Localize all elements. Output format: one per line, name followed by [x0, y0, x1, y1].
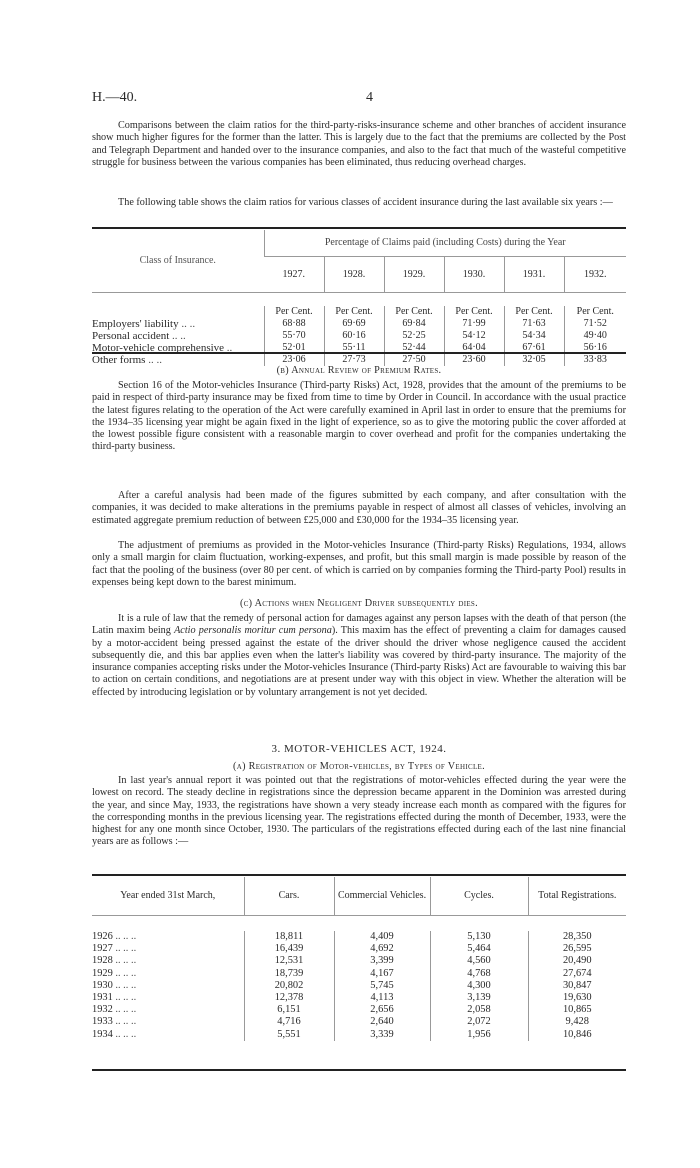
cars-cell: 6,151	[244, 1004, 334, 1016]
commercial-cell: 4,113	[334, 992, 430, 1004]
unit-label: Per Cent.	[564, 306, 626, 318]
cycles-cell: 2,072	[430, 1016, 528, 1028]
leader-dots: .. .. ..	[115, 943, 137, 955]
cycles-cell: 4,560	[430, 955, 528, 967]
unit-label: Per Cent.	[264, 306, 324, 318]
table-row	[92, 992, 626, 1004]
cycles-column-header: Cycles.	[430, 877, 528, 915]
year-header: 1931.	[504, 256, 564, 292]
cycles-cell: 1,956	[430, 1029, 528, 1041]
leader-dots: .. ..	[172, 330, 186, 342]
table-cell: 69·84	[384, 318, 444, 330]
row-label: Motor-vehicle comprehensive	[92, 342, 225, 354]
cycles-cell: 4,768	[430, 968, 528, 980]
commercial-cell: 4,167	[334, 968, 430, 980]
class-of-insurance-header: Class of Insurance.	[139, 255, 216, 267]
cycles-cell: 2,058	[430, 1004, 528, 1016]
table-row	[92, 980, 626, 992]
year-header: 1930.	[444, 256, 504, 292]
commercial-column-header: Commercial Vehicles.	[334, 877, 430, 915]
text-run: It is a rule of law that the remedy of personal action for damages against any person lapses with the death of that person (the Latin maxim being	[92, 613, 626, 637]
commercial-cell: 2,640	[334, 1016, 430, 1028]
text-run: ). This maxim has the effect of preventing a claim for damages caused by a motor-accident being pressed against the estate of the driver should the driver whose negligence caused the accident subsequently die, and this bar applies even when the latter's liability was covered by third-party insurance. The majority of the insurance companies accepting risks under the Motor-vehicles Insurance (Third-party Risks) Act are favourable to waiving this bar to action on certain conditions, and negotiations are at present under way with this object in view. Whether the alteration will be effected by introducing legislation or by voluntary arrangement is not yet decided.	[92, 625, 627, 698]
unit-label: Per Cent.	[504, 306, 564, 318]
year-cell: 1932	[92, 1004, 113, 1016]
table-cell: 27·50	[384, 354, 444, 366]
cars-cell: 12,531	[244, 955, 334, 967]
claim-ratios-table	[92, 230, 626, 366]
cars-cell: 5,551	[244, 1029, 334, 1041]
year-cell: 1926	[92, 931, 113, 942]
table-cell: 64·04	[444, 342, 504, 354]
table-cell: 71·52	[564, 318, 626, 330]
table-row	[92, 330, 626, 342]
report-code: H.—40.	[92, 90, 138, 105]
unit-row	[92, 306, 626, 318]
table-cell: 54·34	[504, 330, 564, 342]
leader-dots: ..	[226, 342, 233, 354]
total-cell: 27,674	[528, 968, 626, 980]
unit-label: Per Cent.	[384, 306, 444, 318]
table-cell: 69·69	[324, 318, 384, 330]
table-cell: 67·61	[504, 342, 564, 354]
section-c-paragraph	[92, 613, 626, 699]
total-cell: 10,846	[528, 1029, 626, 1041]
total-column-header: Total Registrations.	[528, 877, 626, 915]
cars-cell: 12,378	[244, 992, 334, 1004]
row-label: Other forms	[92, 354, 146, 366]
row-label: Personal accident	[92, 330, 170, 342]
table-cell: 55·11	[324, 342, 384, 354]
leader-dots: .. .. ..	[115, 992, 137, 1004]
table-cell: 56·16	[564, 342, 626, 354]
section-c-heading: (c) Actions when Negligent Driver subsequently dies.	[240, 598, 478, 609]
leader-dots: .. .. ..	[115, 1016, 137, 1028]
year-column-header: Year ended 31st March,	[120, 890, 216, 902]
leader-dots: .. ..	[148, 354, 162, 366]
section-b-paragraph-3: The adjustment of premiums as provided in the Motor-vehicles Insurance (Third-party Risks) Regulations, 1934, allows only a small margin for claim fluctuation, working-expenses, and profit, but this small margin is made possible by reason of the fact that the pooling of the business (over 80 per cent. of which is carried on by companies forming the Third-party Pool) results in expenses being kept down to the barest minimum.	[92, 540, 626, 588]
table-row	[92, 1004, 626, 1016]
year-cell: 1933	[92, 1016, 113, 1028]
cars-cell: 20,802	[244, 980, 334, 992]
table1-bottom-rule	[92, 352, 626, 354]
table-row	[92, 955, 626, 967]
leader-dots: .. .. ..	[115, 979, 137, 991]
table-row	[92, 968, 626, 980]
leader-dots: .. .. ..	[115, 967, 137, 979]
section-b-paragraph-2: After a careful analysis had been made of the figures submitted by each company, and after consultation with the companies, it was decided to make alterations in the premiums payable in respect of almost all classes of vehicles, involving an estimated aggregate premium reduction of between £25,000 and £30,000 for the 1934–35 licensing year.	[92, 490, 626, 526]
total-cell: 26,595	[528, 943, 626, 955]
percentage-group-header: Percentage of Claims paid (including Costs) during the Year	[264, 230, 626, 256]
year-cell: 1931	[92, 992, 113, 1004]
cycles-cell: 4,300	[430, 980, 528, 992]
cycles-cell: 5,464	[430, 943, 528, 955]
intro-paragraph-1: Comparisons between the claim ratios for the third-party-risks-insurance scheme and other branches of accident insurance show much higher figures for the former than the latter. This is largely due to the fact that the premiums are collected by the Post and Telegraph Department and handed over to the insurance companies, and also to the fact that much of the wasteful competitive struggle for business between the various companies has been eliminated, thus reducing overhead charges.	[92, 120, 626, 168]
table-cell: 71·99	[444, 318, 504, 330]
leader-dots: .. .. ..	[115, 931, 137, 942]
table-cell: 68·88	[264, 318, 324, 330]
total-cell: 19,630	[528, 992, 626, 1004]
year-header: 1932.	[564, 256, 626, 292]
commercial-cell: 2,656	[334, 1004, 430, 1016]
year-header: 1929.	[384, 256, 444, 292]
table-cell: 23·60	[444, 354, 504, 366]
table-cell: 27·73	[324, 354, 384, 366]
cars-cell: 4,716	[244, 1016, 334, 1028]
table-cell: 60·16	[324, 330, 384, 342]
leader-dots: .. .. ..	[115, 1004, 137, 1016]
table-row	[92, 931, 626, 943]
year-cell: 1929	[92, 967, 113, 979]
total-cell: 20,490	[528, 955, 626, 967]
year-header: 1927.	[282, 268, 305, 280]
section-b-heading: (b) Annual Review of Premium Rates.	[276, 365, 442, 376]
table-cell: 52·01	[264, 342, 324, 354]
year-cell: 1930	[92, 979, 113, 991]
cars-column-header: Cars.	[244, 877, 334, 915]
leader-dots: .. .. ..	[115, 1028, 137, 1040]
unit-label: Per Cent.	[324, 306, 384, 318]
table-cell: 52·44	[384, 342, 444, 354]
section-3-paragraph: In last year's annual report it was pointed out that the registrations of motor-vehicles effected during the year were the lowest on record. The steady decline in registrations since the depression became apparent in the Dominion was arrested during the year, and since May, 1933, the registrations have shown a very steady increase each month as compared with the figures for the corresponding months in the previous licensing year. The registrations effected during the month of December, 1933, were the highest for any one month since October, 1930. The particulars of the registrations effected during each of the last nine financial years are as follows :—	[92, 775, 626, 848]
row-label: Employers' liability	[92, 318, 179, 330]
page-number: 4	[366, 90, 373, 105]
intro-paragraph-2: The following table shows the claim ratios for various classes of accident insurance during the last available six years :—	[118, 197, 613, 208]
table1-top-rule	[92, 227, 626, 229]
section-b-paragraph-1: Section 16 of the Motor-vehicles Insurance (Third-party Risks) Act, 1928, provides that the amount of the premiums to be paid in respect of third-party insurance may be fixed from time to time by Order in Council. In accordance with the usual practice the latest figures relating to the operation of the Act were carefully examined in April last in order to ensure that the premiums for the 1934–35 licensing year might be again fixed in the light of experience, so as to give the motoring public the cover afforded at the lowest possible figure consistent with a reasonable margin to cover overhead and profit for the companies undertaking the third-party business.	[92, 380, 626, 453]
commercial-cell: 3,399	[334, 955, 430, 967]
year-header: 1928.	[324, 256, 384, 292]
leader-dots: .. ..	[181, 318, 196, 330]
unit-label: Per Cent.	[444, 306, 504, 318]
registrations-table	[92, 877, 626, 1041]
cars-cell: 18,811	[244, 931, 334, 943]
leader-dots: .. .. ..	[115, 955, 137, 967]
table-row	[92, 1016, 626, 1028]
cars-cell: 18,739	[244, 968, 334, 980]
cycles-cell: 5,130	[430, 931, 528, 943]
total-cell: 9,428	[528, 1016, 626, 1028]
table-cell: 32·05	[504, 354, 564, 366]
commercial-cell: 3,339	[334, 1029, 430, 1041]
table2-top-rule	[92, 874, 626, 876]
commercial-cell: 5,745	[334, 980, 430, 992]
total-cell: 28,350	[528, 931, 626, 943]
commercial-cell: 4,409	[334, 931, 430, 943]
year-cell: 1927	[92, 943, 113, 955]
cars-cell: 16,439	[244, 943, 334, 955]
table-cell: 52·25	[384, 330, 444, 342]
section-3a-heading: (a) Registration of Motor-vehicles, by Types of Vehicle.	[233, 761, 485, 772]
table-row	[92, 943, 626, 955]
section-3-heading: 3. MOTOR-VEHICLES ACT, 1924.	[271, 743, 447, 755]
table-cell: 33·83	[564, 354, 626, 366]
commercial-cell: 4,692	[334, 943, 430, 955]
cycles-cell: 3,139	[430, 992, 528, 1004]
table-cell: 71·63	[504, 318, 564, 330]
latin-maxim: Actio personalis moritur cum persona	[174, 625, 332, 637]
year-cell: 1934	[92, 1028, 113, 1040]
table-cell: 55·70	[264, 330, 324, 342]
table-row	[92, 1029, 626, 1041]
year-cell: 1928	[92, 955, 113, 967]
total-cell: 10,865	[528, 1004, 626, 1016]
table2-bottom-rule	[92, 1069, 626, 1071]
table-cell: 54·12	[444, 330, 504, 342]
total-cell: 30,847	[528, 980, 626, 992]
table-row	[92, 318, 626, 330]
table-cell: 49·40	[564, 330, 626, 342]
table-cell: 23·06	[264, 354, 324, 366]
